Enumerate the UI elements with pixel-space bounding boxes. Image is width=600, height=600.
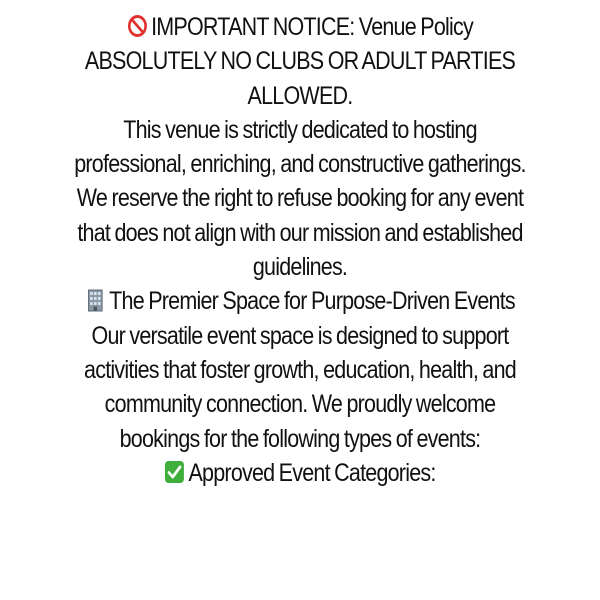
premier-body-line-3: community connection. We proudly welcome <box>104 390 496 419</box>
notice-body-line-4: that does not align with our mission and established <box>77 218 523 247</box>
notice-body-line-1: This venue is strictly dedicated to hosting <box>123 115 477 144</box>
premier-body-line-2: activities that foster growth, education, health, and <box>84 355 516 384</box>
notice-body-line-2: professional, enriching, and constructive gatherings. <box>74 150 526 179</box>
premier-body-line-1: Our versatile event space is designed to support <box>91 321 509 350</box>
approved-heading-line <box>68 456 532 490</box>
premier-heading-line <box>68 284 532 318</box>
notice-heading: IMPORTANT NOTICE: Venue Policy <box>151 13 473 41</box>
premier-heading: The Premier Space for Purpose-Driven Events <box>109 287 515 316</box>
notice-body-line-5: guidelines. <box>252 253 348 282</box>
prohibited-icon <box>127 14 148 38</box>
policy-line-1: ABSOLUTELY NO CLUBS OR ADULT PARTIES <box>84 47 516 76</box>
notice-body-line-3: We reserve the right to refuse booking for any event <box>76 184 524 213</box>
premier-body-line-4: bookings for the following types of events: <box>119 424 481 453</box>
approved-heading: Approved Event Categories: <box>188 458 436 487</box>
notice-heading-line <box>68 10 532 44</box>
policy-line-2: ALLOWED. <box>247 81 353 110</box>
office-building-icon <box>85 288 106 312</box>
check-mark-button-icon <box>164 460 185 484</box>
